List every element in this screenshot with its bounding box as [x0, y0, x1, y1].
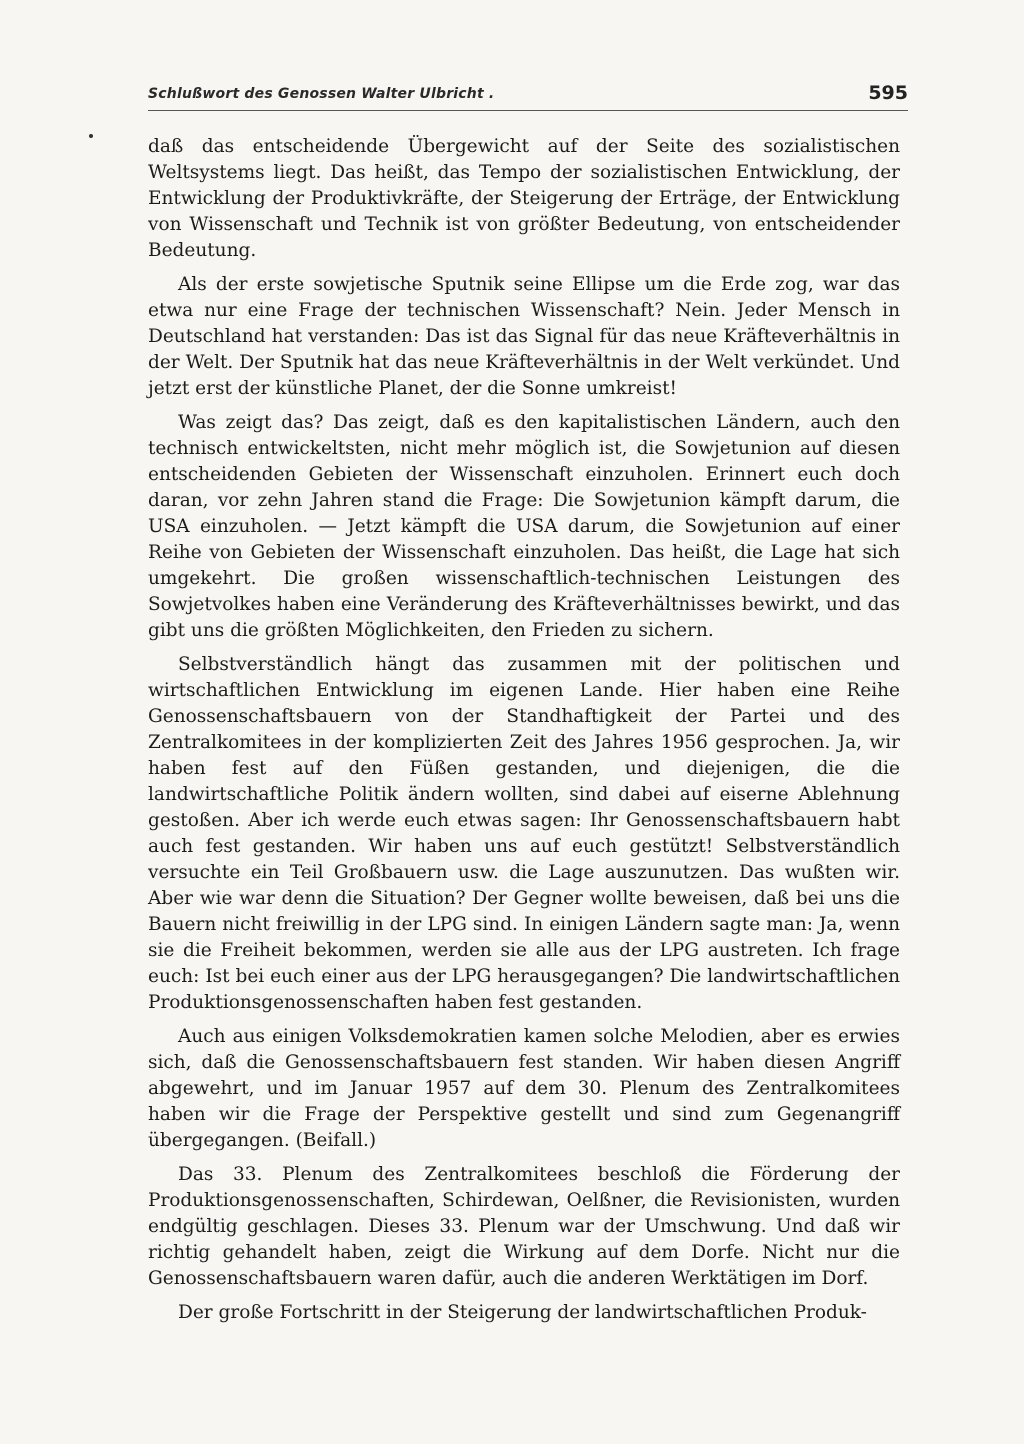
- paragraph-7: Der große Fortschritt in der Steigerung der landwirtschaftlichen Produk-: [178, 1302, 867, 1323]
- body-text: [148, 134, 900, 1334]
- margin-speck: [89, 134, 93, 138]
- paragraph-6: Das 33. Plenum des Zentralkomitees beschloß die Förderung der Produktionsgenossenschaften, Schirdewan, Oelßner, die Revisionisten, wurden endgültig geschlagen. Dieses 33. Plenum war der Umschwung. Und daß wir richtig gehandelt haben, zeigt die Wirkung auf dem Dorfe. Nicht nur die Genossenschaftsbauern waren dafür, auch die anderen Werktätigen im Dorf.: [148, 1164, 900, 1289]
- paragraph-1: daß das entscheidende Übergewicht auf der Seite des sozialistischen Weltsystems liegt. Das heißt, das Tempo der sozialistischen Entwicklung, der Entwicklung der Produktivkräfte, der Steigerung der Erträge, der Entwicklung von Wissenschaft und Technik ist von größter Bedeutung, von entscheidender Bedeutung.: [148, 136, 900, 261]
- page-number: 595: [868, 82, 908, 104]
- header-rule: [148, 110, 908, 111]
- paragraph-4: Selbstverständlich hängt das zusammen mit der politischen und wirtschaftlichen Entwicklung im eigenen Lande. Hier haben eine Reihe Genossenschaftsbauern von der Standhaftigkeit der Partei und des Zentralkomitees in der komplizierten Zeit des Jahres 1956 gesprochen. Ja, wir haben fest auf den Füßen gestanden, und diejenigen, die die landwirtschaftliche Politik ändern wollten, sind dabei auf eiserne Ablehnung gestoßen. Aber ich werde euch etwas sagen: Ihr Genossenschaftsbauern habt auch fest gestanden. Wir haben uns auf euch gestützt! Selbstverständlich versuchte ein Teil Großbauern usw. die Lage auszunutzen. Das wußten wir. Aber wie war denn die Situation? Der Gegner wollte beweisen, daß bei uns die Bauern nicht freiwillig in der LPG sind. In einigen Ländern sagte man: Ja, wenn sie die Freiheit bekommen, werden sie alle aus der LPG austreten. Ich frage euch: Ist bei euch einer aus der LPG herausgegangen? Die landwirtschaftlichen Produktionsgenossenschaften haben fest gestanden.: [148, 654, 900, 1013]
- paragraph-5: Auch aus einigen Volksdemokratien kamen solche Melodien, aber es erwies sich, daß die Genossenschaftsbauern fest standen. Wir haben diesen Angriff abgewehrt, und im Januar 1957 auf dem 30. Plenum des Zentralkomitees haben wir die Frage der Perspektive gestellt und sind zum Gegenangriff übergegangen. (Beifall.): [148, 1026, 900, 1151]
- page-header: [148, 82, 908, 112]
- paragraph-3: Was zeigt das? Das zeigt, daß es den kapitalistischen Ländern, auch den technisch entwickeltsten, nicht mehr möglich ist, die Sowjetunion auf diesen entscheidenden Gebieten der Wissenschaft einzuholen. Erinnert euch doch daran, vor zehn Jahren stand die Frage: Die Sowjetunion kämpft darum, die USA einzuholen. — Jetzt kämpft die USA darum, die Sowjetunion auf einer Reihe von Gebieten der Wissenschaft einzuholen. Das heißt, die Lage hat sich umgekehrt. Die großen wissenschaftlich-technischen Leistungen des Sowjetvolkes haben eine Veränderung des Kräfteverhältnisses bewirkt, und das gibt uns die größten Möglichkeiten, den Frieden zu sichern.: [148, 412, 900, 641]
- paragraph-2: Als der erste sowjetische Sputnik seine Ellipse um die Erde zog, war das etwa nur eine Frage der technischen Wissenschaft? Nein. Jeder Mensch in Deutschland hat verstanden: Das ist das Signal für das neue Kräfteverhältnis in der Welt. Der Sputnik hat das neue Kräfteverhältnis in der Welt verkündet. Und jetzt erst der künstliche Planet, der die Sonne umkreist!: [148, 274, 900, 399]
- running-head: Schlußwort des Genossen Walter Ulbricht .: [148, 86, 495, 102]
